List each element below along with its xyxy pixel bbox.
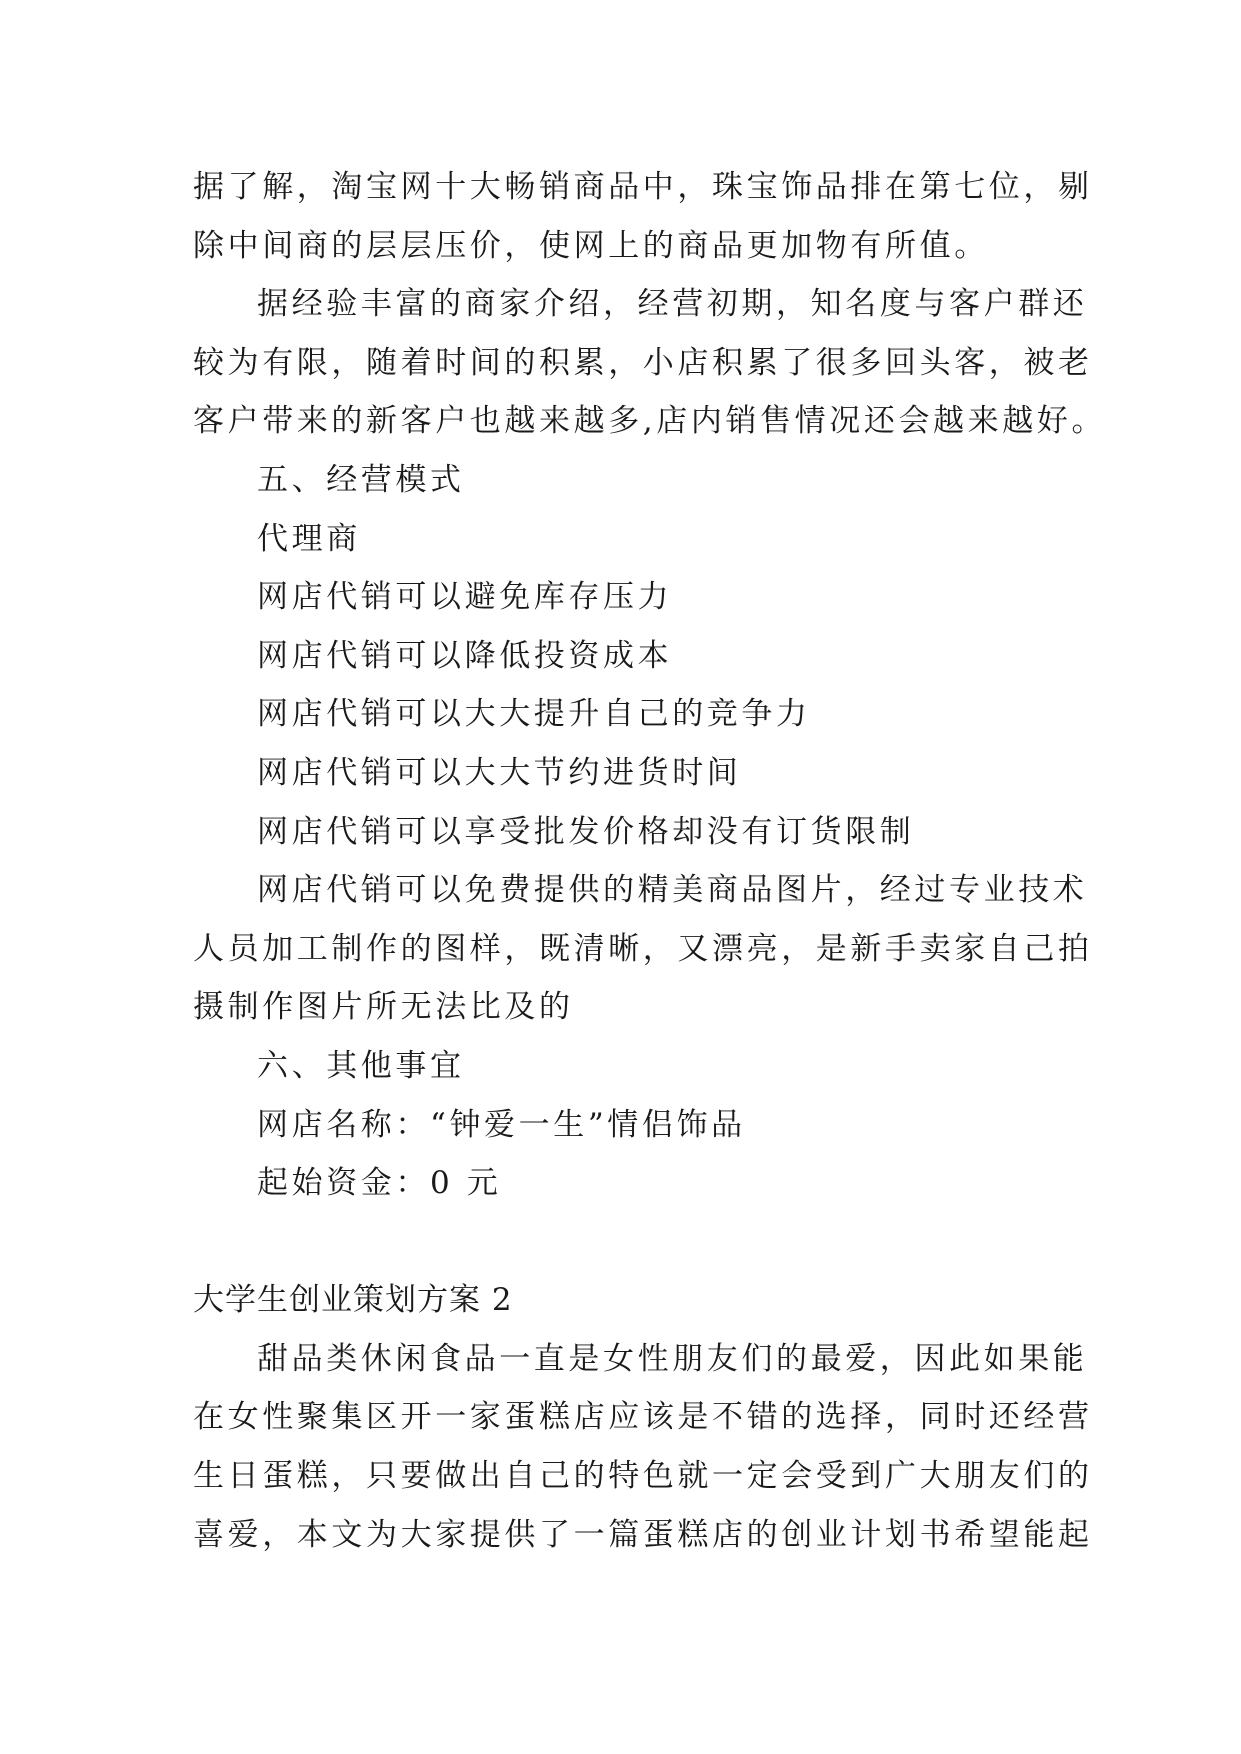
document-body <box>193 158 1107 1564</box>
list-item: 网店代销可以大大提升自己的竞争力 <box>257 696 811 733</box>
section-heading: 六、其他事宜 <box>257 1047 465 1084</box>
paragraph-line: 除中间商的层层压价，使网上的商品更加物有所值。 <box>193 227 989 264</box>
paragraph-line: 客户带来的新客户也越来越多,店内销售情况还会越来越好。 <box>193 403 1107 440</box>
paragraph-line: 在女性聚集区开一家蛋糕店应该是不错的选择，同时还经营 <box>193 1399 1093 1436</box>
paragraph-line: 据经验丰富的商家介绍，经营初期，知名度与客户群还 <box>257 286 1088 323</box>
list-item: 网店代销可以大大节约进货时间 <box>257 754 742 791</box>
paragraph-line: 摄制作图片所无法比及的 <box>193 989 574 1026</box>
document-section-title: 大学生创业策划方案 2 <box>193 1282 513 1319</box>
paragraph-line: 生日蛋糕，只要做出自己的特色就一定会受到广大朋友们的 <box>193 1458 1093 1495</box>
list-item: 网店代销可以避免库存压力 <box>257 579 673 616</box>
list-item: 网店代销可以享受批发价格却没有订货限制 <box>257 813 915 850</box>
list-item: 网店代销可以降低投资成本 <box>257 637 673 674</box>
paragraph-line: 甜品类休闲食品一直是女性朋友们的最爱，因此如果能 <box>257 1340 1088 1377</box>
paragraph-line: 喜爱，本文为大家提供了一篇蛋糕店的创业计划书希望能起 <box>193 1516 1093 1553</box>
spacer <box>193 1213 1058 1272</box>
list-item: 网店代销可以免费提供的精美商品图片，经过专业技术 <box>257 872 1088 909</box>
paragraph-line: 较为有限，随着时间的积累，小店积累了很多回头客，被老 <box>193 344 1093 381</box>
paragraph-line: 据了解，淘宝网十大畅销商品中，珠宝饰品排在第七位，剔 <box>193 169 1093 205</box>
section-heading: 五、经营模式 <box>257 461 465 498</box>
paragraph-line: 代理商 <box>257 520 361 557</box>
paragraph-line: 起始资金：0 元 <box>257 1165 502 1202</box>
paragraph-line: 网店名称：“钟爱一生”情侣饰品 <box>257 1106 746 1143</box>
paragraph-line: 人员加工制作的图样，既清晰，又漂亮，是新手卖家自己拍 <box>193 930 1093 967</box>
